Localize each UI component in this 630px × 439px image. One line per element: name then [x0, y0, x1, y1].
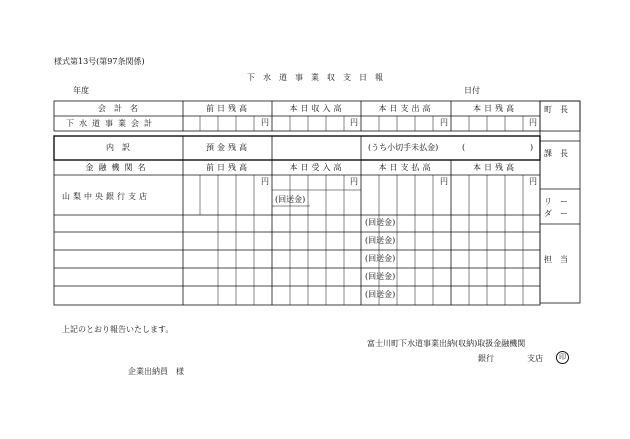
- yen-unit: 円: [440, 118, 448, 127]
- approver-leader-line2: ダ ー: [544, 209, 568, 218]
- approver-kachou: 課 長: [544, 149, 568, 158]
- yen-unit: 円: [261, 118, 269, 127]
- header-account-name: 会 計 名: [98, 104, 138, 113]
- approver-tantou: 担 当: [544, 255, 568, 264]
- yen-unit: 円: [529, 177, 537, 186]
- approver-chou: 町 長: [544, 105, 568, 114]
- yen-unit: 円: [350, 118, 358, 127]
- account-name: 下水道事業会計: [66, 119, 157, 128]
- yen-unit: 円: [440, 177, 448, 186]
- institution-name: 富士川町下水道事業出納(収納)取扱金融機関: [367, 339, 526, 348]
- header-bank-name: 金融機関名: [85, 163, 151, 172]
- page-title: 下 水 道 事 業 収 支 日 報: [247, 73, 383, 82]
- branch-label: 支店: [527, 354, 543, 363]
- year-label: 年度: [73, 86, 89, 95]
- header-prev-balance: 前日残高: [206, 104, 250, 113]
- report-statement: 上記のとおり報告いたします。: [62, 325, 174, 334]
- kaisokin-label: (回送金): [365, 254, 396, 263]
- unpaid-check-label: (うち小切手未払金): [368, 143, 439, 152]
- approver-leader-line1: リ ー: [544, 197, 568, 206]
- kaisokin-label: (回送金): [365, 272, 396, 281]
- deposit-balance-label: 預金残高: [206, 143, 250, 152]
- header-today-balance: 本日残高: [473, 104, 517, 113]
- recipient: 企業出納員 様: [128, 367, 184, 376]
- yen-unit: 円: [529, 118, 537, 127]
- yen-unit: 円: [261, 177, 269, 186]
- header-today-payment: 本日支払高: [378, 163, 434, 172]
- kaisokin-label: (回送金): [365, 236, 396, 245]
- seal-mark: 印: [556, 351, 569, 364]
- paren-open: (: [462, 143, 466, 152]
- bank-label: 銀行: [478, 354, 494, 363]
- yen-unit: 円: [350, 177, 358, 186]
- header-prev-balance-2: 前日残高: [206, 163, 250, 172]
- bank-name: 山梨中央銀行支店: [62, 192, 150, 201]
- uchiwake-label: 内 訳: [106, 143, 130, 152]
- header-today-income: 本日収入高: [289, 104, 345, 113]
- form-number: 様式第13号(第97条関係): [54, 57, 145, 66]
- kaisokin-label: (回送金): [365, 290, 396, 299]
- header-today-receipt: 本日受入高: [289, 163, 345, 172]
- kaisokin-label: (回送金): [275, 195, 306, 204]
- date-label: 日付: [464, 86, 480, 95]
- header-today-balance-2: 本日残高: [473, 163, 517, 172]
- kaisokin-label: (回送金): [365, 218, 396, 227]
- header-today-expense: 本日支出高: [378, 104, 434, 113]
- paren-close: ): [530, 143, 534, 152]
